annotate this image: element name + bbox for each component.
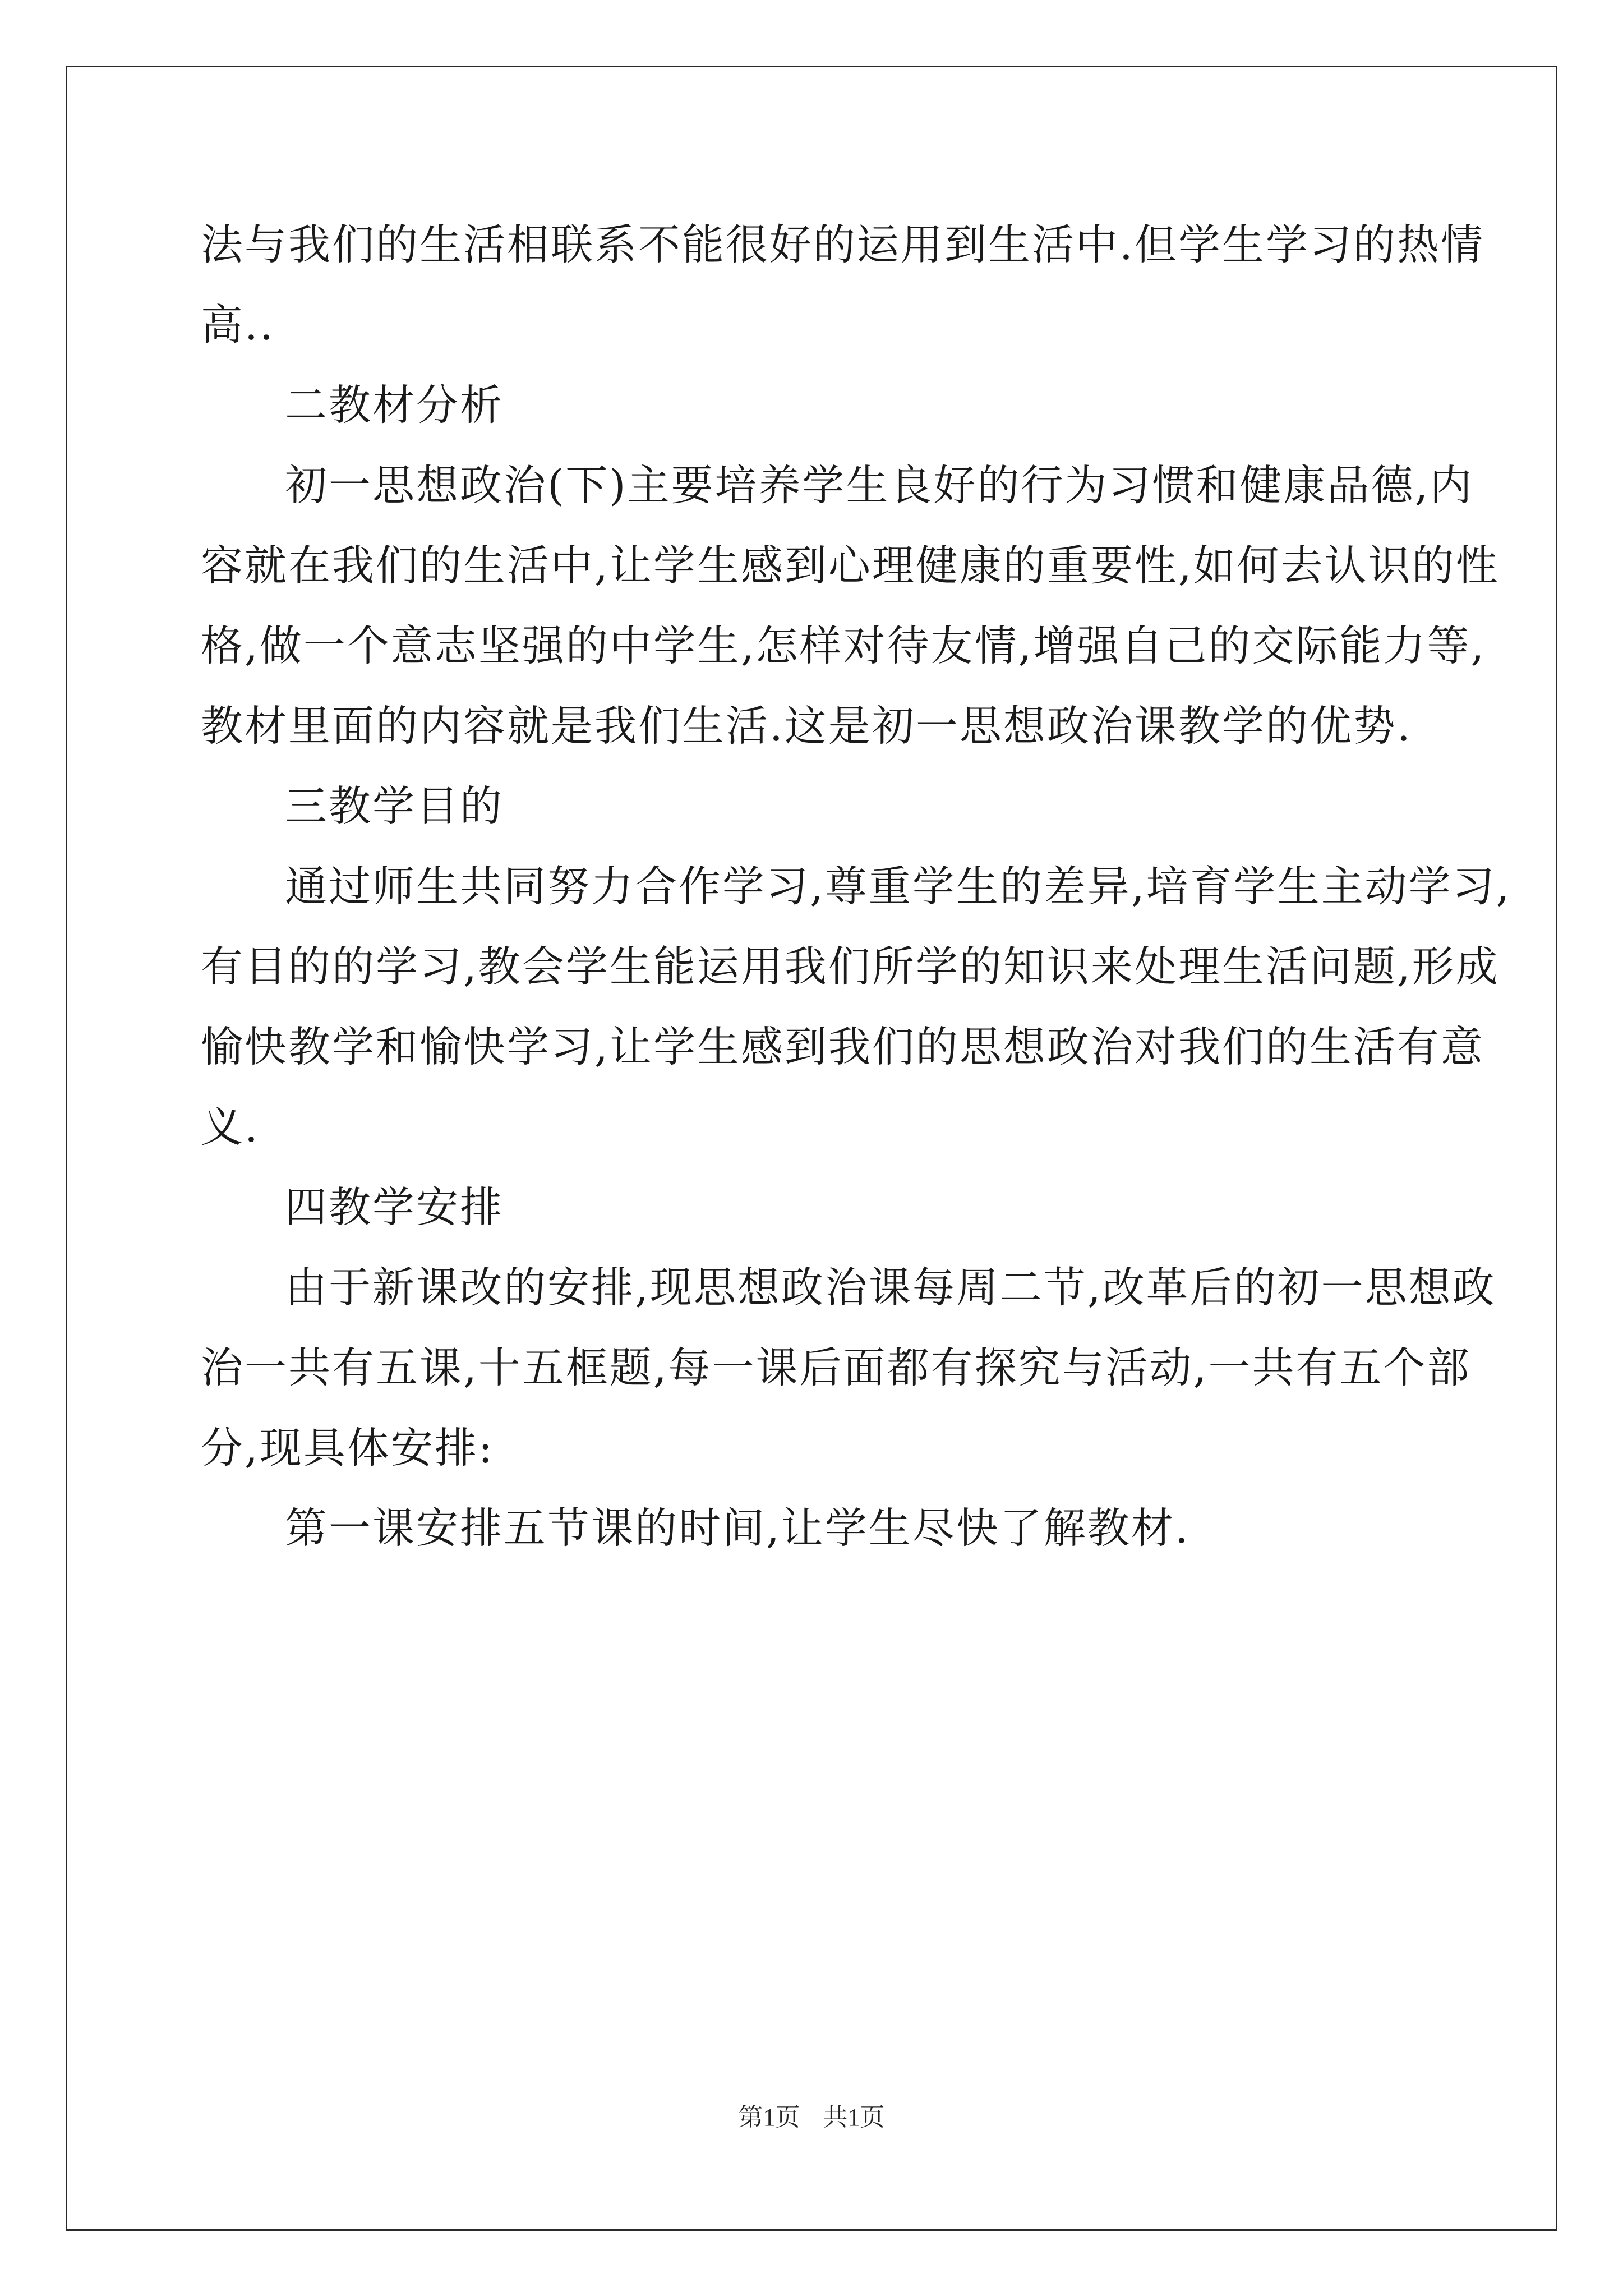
document-body: [201, 205, 1511, 1568]
paragraph-line: 治一共有五课,十五框题,每一课后面都有探究与活动,一共有五个部: [201, 1343, 1471, 1392]
paragraph-line: 由于新课改的安排,现思想政治课每周二节,改革后的初一思想政: [285, 1263, 1496, 1312]
section-heading: 四教学安排: [285, 1182, 504, 1232]
paragraph-line: 分,现具体安排:: [201, 1423, 495, 1473]
paragraph-line: 有目的的学习,教会学生能运用我们所学的知识来处理生活问题,形成: [201, 942, 1500, 991]
paragraph-line: 第一课安排五节课的时间,让学生尽快了解教材.: [285, 1503, 1190, 1553]
paragraph-line: 容就在我们的生活中,让学生感到心理健康的重要性,如何去认识的性: [201, 541, 1500, 590]
paragraph-line: 通过师生共同努力合作学习,尊重学生的差异,培育学生主动学习,: [285, 862, 1511, 911]
paragraph-line: 高..: [201, 300, 275, 349]
paragraph-line: 格,做一个意志坚强的中学生,怎样对待友情,增强自己的交际能力等,: [201, 621, 1486, 670]
section-heading: 二教材分析: [285, 380, 504, 430]
paragraph-line: 愉快教学和愉快学习,让学生感到我们的思想政治对我们的生活有意: [201, 1022, 1484, 1071]
paragraph-line: 教材里面的内容就是我们生活.这是初一思想政治课教学的优势.: [201, 701, 1412, 751]
section-heading: 三教学目的: [285, 781, 504, 831]
page-footer: 第1页 共1页: [738, 2104, 885, 2131]
paragraph-line: 法与我们的生活相联系不能很好的运用到生活中.但学生学习的热情: [201, 220, 1484, 269]
paragraph-line: 初一思想政治(下)主要培养学生良好的行为习惯和健康品德,内: [285, 461, 1474, 510]
paragraph-line: 义.: [201, 1102, 260, 1152]
